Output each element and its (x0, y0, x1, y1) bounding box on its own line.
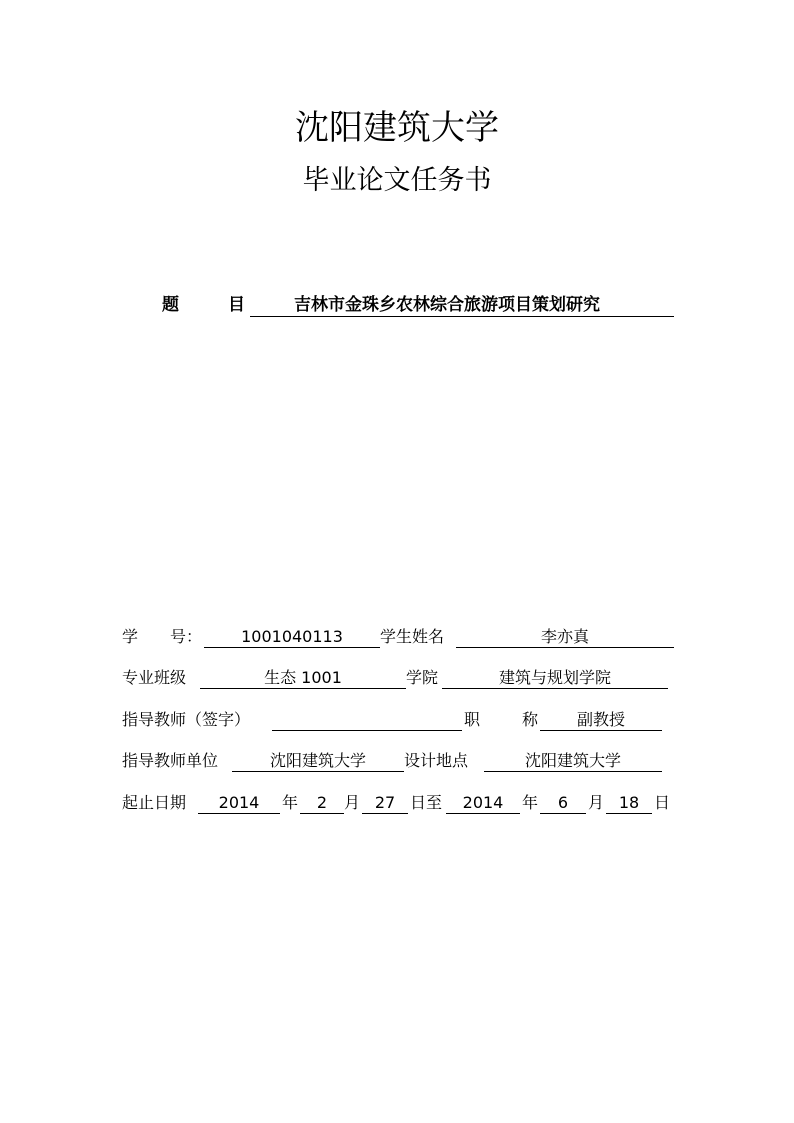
end-year-field: 2014 (446, 791, 520, 814)
college-label: 学院 (406, 668, 439, 687)
student-name-field: 李亦真 (456, 625, 674, 648)
end-day-field: 18 (606, 791, 652, 814)
document-title: 毕业论文任务书 (302, 165, 492, 196)
end-year-char: 年 (522, 793, 539, 812)
topic-value: 吉林市金珠乡农林综合旅游项目策划研究 (294, 295, 600, 315)
end-day-char: 日 (654, 793, 671, 812)
end-month-char: 月 (588, 793, 605, 812)
design-location-field: 沈阳建筑大学 (484, 749, 662, 772)
topic-label-char-1: 题 (162, 295, 179, 315)
dates-label: 起止日期 (122, 793, 187, 812)
rank-label-1: 职 (464, 710, 481, 729)
class-label: 专业班级 (122, 668, 187, 687)
advisor-unit-field: 沈阳建筑大学 (232, 749, 404, 772)
start-day-to-char: 日至 (410, 793, 443, 812)
start-year-char: 年 (282, 793, 299, 812)
start-day-field: 27 (362, 791, 408, 814)
student-id-label-1: 学 (122, 627, 139, 646)
start-year-field: 2014 (198, 791, 280, 814)
topic-field (250, 292, 674, 317)
college-field: 建筑与规划学院 (442, 666, 668, 689)
rank-label-2: 称 (522, 710, 539, 729)
class-field: 生态 1001 (200, 666, 406, 689)
advisor-unit-label: 指导教师单位 (122, 751, 219, 770)
advisor-label: 指导教师（签字） (122, 710, 251, 729)
student-name-label: 学生姓名 (380, 627, 445, 646)
start-month-field: 2 (300, 791, 344, 814)
design-location-label: 设计地点 (404, 751, 469, 770)
student-id-field: 1001040113 (204, 625, 380, 648)
advisor-signature-field (272, 708, 462, 731)
rank-field: 副教授 (540, 708, 662, 731)
end-month-field: 6 (540, 791, 586, 814)
topic-label-char-2: 目 (228, 295, 245, 315)
start-month-char: 月 (344, 793, 361, 812)
student-id-label-2: 号： (170, 627, 203, 646)
university-name: 沈阳建筑大学 (295, 108, 499, 148)
